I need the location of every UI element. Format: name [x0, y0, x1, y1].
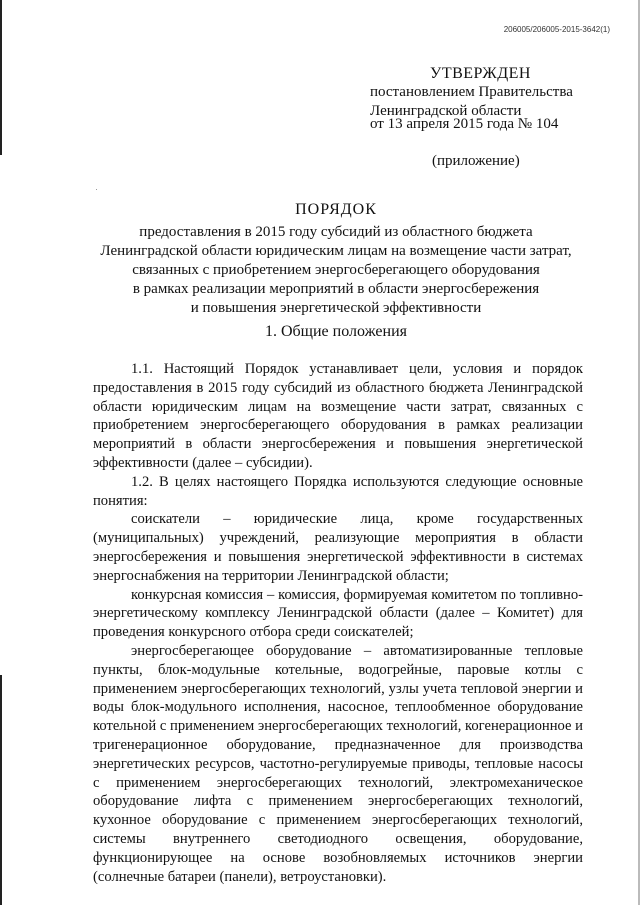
approval-appendix: (приложение): [432, 153, 520, 169]
approval-date: от 13 апреля 2015 года № 104: [370, 116, 559, 132]
approval-line-2: Ленинградской области: [370, 103, 522, 119]
section-title: 1. Общие положения: [264, 323, 408, 340]
paragraph: конкурсная комиссия – комиссия, формируемая комитетом по топливно-энергетическому комплексу Ленинградской области (далее – Комитет) для проведения конкурсного отбора среди соискателей;: [93, 586, 583, 641]
paragraph: соискатели – юридические лица, кроме государственных (муниципальных) учреждений, реализующие мероприятия в области энергосбережения и повышения энергетической эффективности в системах энергоснабжения на территории Ленинградской области;: [93, 511, 583, 584]
paragraph: энергосберегающее оборудование – автоматизированные тепловые пункты, блок-модульные котельные, водогрейные, паровые котлы с применением энергосберегающих технологий, узлы учета тепловой энергии и воды блок-модульного исполнения, насосное, теплообменное оборудование котельной с применением энергосберегающих технологий, когенерационное и тригенерационное оборудование, предназначенное для производства энергетических ресурсов, частотно-регулируемые приводы, тепловые насосы с применением энергосберегающих технологий, электромеханическое оборудование лифта с применением энергосберегающих технологий, кухонное оборудование с применением энергосберегающих технологий, системы внутреннего светодиодного освещения, оборудование, функционирующее на основе возобновляемых источников энергии (солнечные батареи (панели), ветроустановки).: [93, 642, 583, 885]
paragraph: 1.1. Настоящий Порядок устанавливает цели, условия и порядок предоставления в 2015 году субсидий из областного бюджета Ленинградской области юридическим лицам на возмещение части затрат, связанных с приобретением энергосберегающего оборудования в рамках реализации мероприятий в области энергосбережения и повышения энергетической эффективности (далее – субсидии).: [93, 361, 583, 471]
subtitle-line: и повышения энергетической эффективности: [190, 300, 482, 316]
subtitle-line: в рамках реализации мероприятий в области энергосбережения: [132, 281, 540, 297]
scan-edge-left: [0, 0, 2, 905]
document-id: 206005/206005-2015-3642(1): [503, 25, 610, 34]
approval-title: УТВЕРЖДЕН: [430, 65, 531, 82]
approval-line-1: постановлением Правительства: [370, 84, 573, 100]
paragraph: 1.2. В целях настоящего Порядка используются следующие основные понятия:: [93, 473, 583, 509]
approval-block: [370, 64, 610, 171]
document-heading: [80, 200, 592, 318]
document-title: ПОРЯДОК: [295, 201, 377, 218]
subtitle-line: предоставления в 2015 году субсидий из областного бюджета: [139, 224, 533, 240]
body-text: [93, 360, 583, 886]
scan-speck: [96, 189, 97, 190]
subtitle-line: Ленинградской области юридическим лицам на возмещение части затрат,: [100, 243, 572, 259]
subtitle-line: связанных с приобретением энергосберегающего оборудования: [132, 262, 540, 278]
